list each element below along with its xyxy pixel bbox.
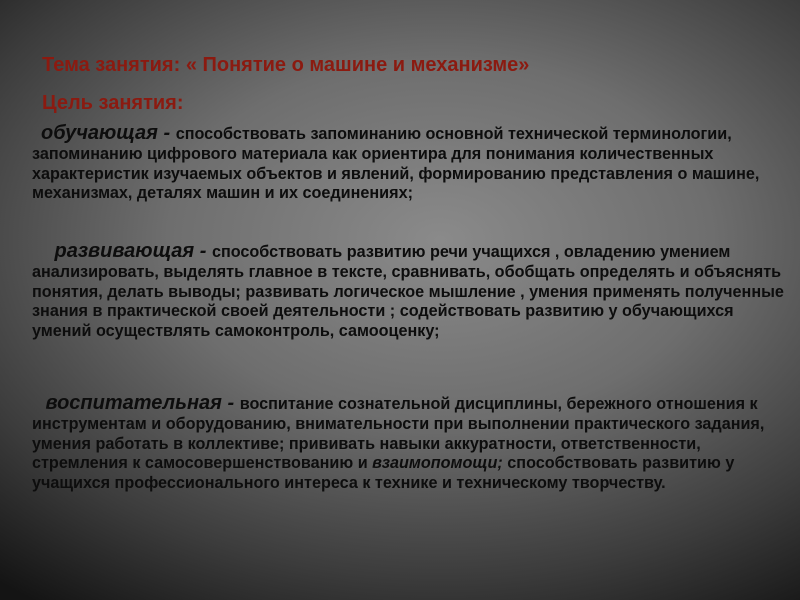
developmental-goal-lead: развивающая -: [54, 240, 212, 262]
educational-goal-lead: обучающая -: [41, 122, 176, 144]
upbringing-goal-paragraph: [32, 394, 790, 494]
educational-goal-text: способствовать запоминанию основной технической терминологии, запоминанию цифрового материала как ориентира для понимания количественных характеристик изучаемых объектов и явлений, формированию представления о машине, механизмах, деталях машин и их соединениях;: [32, 125, 760, 203]
upbringing-goal-text-after: способствовать развитию у учащихся профессионального интереса к технике и техническому творчеству.: [32, 454, 735, 493]
developmental-goal-paragraph: [32, 242, 790, 342]
upbringing-goal-text-before: воспитание сознательной дисциплины, бережного отношения к инструментам и оборудованию, внимательности при выполнении практического задания, умения работать в коллективе; прививать навыки аккуратности, ответственности, стремления к самосовершенствованию и: [32, 395, 765, 473]
educational-goal-paragraph: [32, 124, 790, 204]
developmental-goal-text: способствовать развитию речи учащихся , овладению умением анализировать, выделять главное в тексте, сравнивать, обобщать определять и объяснять понятия, делать выводы; развивать логическое мышление , умения применять полученные знания в практической своей деятельности ; содействовать развитию у обучающихся умений осуществлять самоконтроль, самооценку;: [32, 243, 784, 341]
lesson-goal-label: Цель занятия:: [42, 92, 184, 114]
upbringing-goal-lead: воспитательная -: [45, 392, 240, 414]
lesson-topic-title: Тема занятия: « Понятие о машине и механизме»: [42, 54, 530, 76]
upbringing-goal-text-italic: взаимопомощи;: [372, 454, 503, 473]
